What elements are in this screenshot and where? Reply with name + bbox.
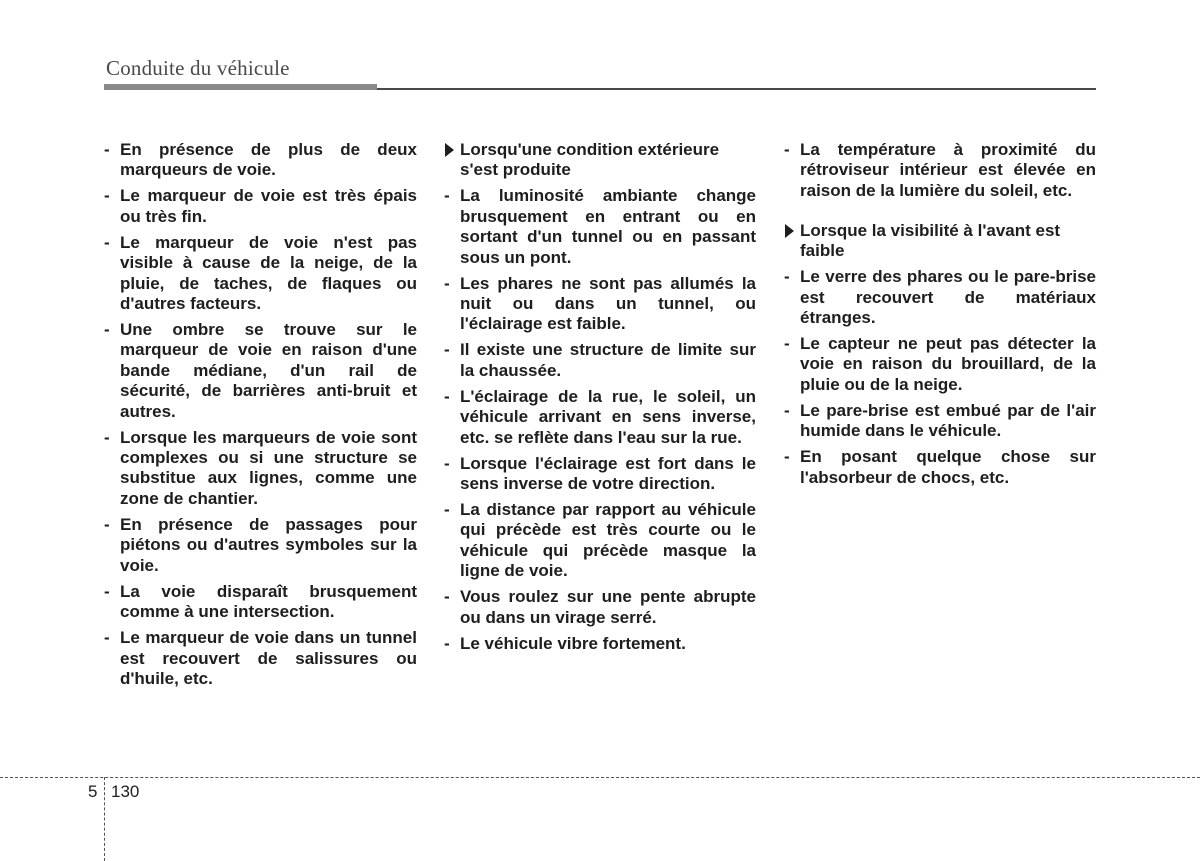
list-item-text: La luminosité ambiante change brusquement en entrant ou en sortant d'un tunnel ou en passant sous un pont. xyxy=(460,186,756,267)
bullet-dash: - xyxy=(444,386,450,406)
condition-heading xyxy=(784,221,1096,262)
list-item xyxy=(444,274,756,335)
bullet-dash: - xyxy=(444,587,450,607)
bullet-dash: - xyxy=(104,232,110,252)
bullet-dash: - xyxy=(104,427,110,447)
section-title: Conduite du véhicule xyxy=(106,56,290,80)
bullet-dash: - xyxy=(104,186,110,206)
list-item xyxy=(444,186,756,268)
list-item xyxy=(104,140,417,181)
bullet-dash: - xyxy=(444,273,450,293)
bullet-dash: - xyxy=(784,267,790,287)
list-item xyxy=(444,340,756,381)
list-item xyxy=(784,334,1096,395)
condition-heading-text: Lorsqu'une condition extérieure s'est produite xyxy=(460,140,720,180)
list-item xyxy=(784,267,1096,328)
header-rule-thin xyxy=(377,88,1096,90)
bullet-dash: - xyxy=(104,628,110,648)
bullet-dash: - xyxy=(104,140,110,159)
bullet-dash: - xyxy=(784,400,790,420)
list-item xyxy=(444,500,756,582)
bullet-dash: - xyxy=(104,581,110,601)
list-item-text: La température à proximité du rétroviseur intérieur est élevée en raison de la lumière du soleil, etc. xyxy=(800,140,1096,200)
list-item-text: Lorsque les marqueurs de voie sont complexes ou si une structure se substitue aux lignes, comme une zone de chantier. xyxy=(120,427,417,508)
list-item-text: Le marqueur de voie n'est pas visible à cause de la neige, de la pluie, de taches, de flaques ou d'autres facteurs. xyxy=(120,232,417,314)
list-item-text: Lorsque l'éclairage est fort dans le sens inverse de votre direction. xyxy=(460,453,756,494)
bullet-dash: - xyxy=(444,453,450,473)
list-item-text: Le véhicule vibre fortement. xyxy=(460,633,686,653)
page-number: 130 xyxy=(111,782,140,801)
list-item-text: Le capteur ne peut pas détecter la voie en raison du brouillard, de la pluie ou de la neige. xyxy=(800,334,1096,394)
bullet-dash: - xyxy=(104,514,110,534)
list-item xyxy=(444,587,756,628)
list-item-text: Le marqueur de voie dans un tunnel est recouvert de salissures ou d'huile, etc. xyxy=(120,628,417,688)
bullet-dash: - xyxy=(784,140,790,159)
list-item-text: En présence de plus de deux marqueurs de voie. xyxy=(120,140,417,180)
list-item xyxy=(444,454,756,495)
bullet-dash: - xyxy=(444,340,450,360)
header-rule-thick xyxy=(104,84,377,90)
triangle-marker-icon xyxy=(444,140,460,181)
list-item xyxy=(784,447,1096,488)
list-item-text: La voie disparaît brusquement comme à une intersection. xyxy=(120,581,417,622)
bullet-dash: - xyxy=(444,186,450,206)
triangle-marker-icon xyxy=(784,221,800,262)
list-item xyxy=(444,634,756,654)
list-item-text: Une ombre se trouve sur le marqueur de voie en raison d'une bande médiane, d'un rail de sécurité, de barrières anti-bruit et autres. xyxy=(120,320,417,421)
list-item-text: Le marqueur de voie est très épais ou très fin. xyxy=(120,186,417,226)
list-item xyxy=(104,233,417,315)
column-2 xyxy=(444,140,756,660)
list-item-text: Vous roulez sur une pente abrupte ou dans un virage serré. xyxy=(460,587,756,627)
footer-dashed-rule xyxy=(0,777,1200,778)
list-item-text: En présence de passages pour piétons ou d'autres symboles sur la voie. xyxy=(120,514,417,575)
list-item-text: Le pare-brise est embué par de l'air humide dans le véhicule. xyxy=(800,400,1096,441)
list-item xyxy=(104,186,417,227)
list-item xyxy=(104,628,417,689)
bullet-dash: - xyxy=(784,334,790,354)
list-item xyxy=(444,387,756,448)
condition-heading xyxy=(444,140,756,181)
column-3 xyxy=(784,140,1096,494)
list-item xyxy=(104,320,417,422)
list-item xyxy=(104,428,417,510)
bullet-dash: - xyxy=(104,320,110,340)
bullet-dash: - xyxy=(444,633,450,653)
list-item xyxy=(104,582,417,623)
section-spacer xyxy=(784,207,1096,221)
bullet-dash: - xyxy=(784,447,790,467)
list-item-text: En posant quelque chose sur l'absorbeur de chocs, etc. xyxy=(800,447,1096,487)
list-item xyxy=(104,515,417,576)
list-item xyxy=(784,401,1096,442)
list-item-text: Il existe une structure de limite sur la chaussée. xyxy=(460,340,756,380)
list-item-text: L'éclairage de la rue, le soleil, un véhicule arrivant en sens inverse, etc. se reflète dans l'eau sur la rue. xyxy=(460,386,756,447)
list-item xyxy=(784,140,1096,201)
list-item-text: Les phares ne sont pas allumés la nuit ou dans un tunnel, ou l'éclairage est faible. xyxy=(460,273,756,334)
list-item-text: Le verre des phares ou le pare-brise est recouvert de matériaux étranges. xyxy=(800,267,1096,328)
column-1 xyxy=(104,140,417,695)
condition-heading-text: Lorsque la visibilité à l'avant est faible xyxy=(800,220,1061,261)
footer-dashed-divider xyxy=(104,777,105,861)
chapter-number: 5 xyxy=(88,782,98,801)
list-item-text: La distance par rapport au véhicule qui précède est très courte ou le véhicule qui précède masque la ligne de voie. xyxy=(460,500,756,581)
bullet-dash: - xyxy=(444,500,450,520)
